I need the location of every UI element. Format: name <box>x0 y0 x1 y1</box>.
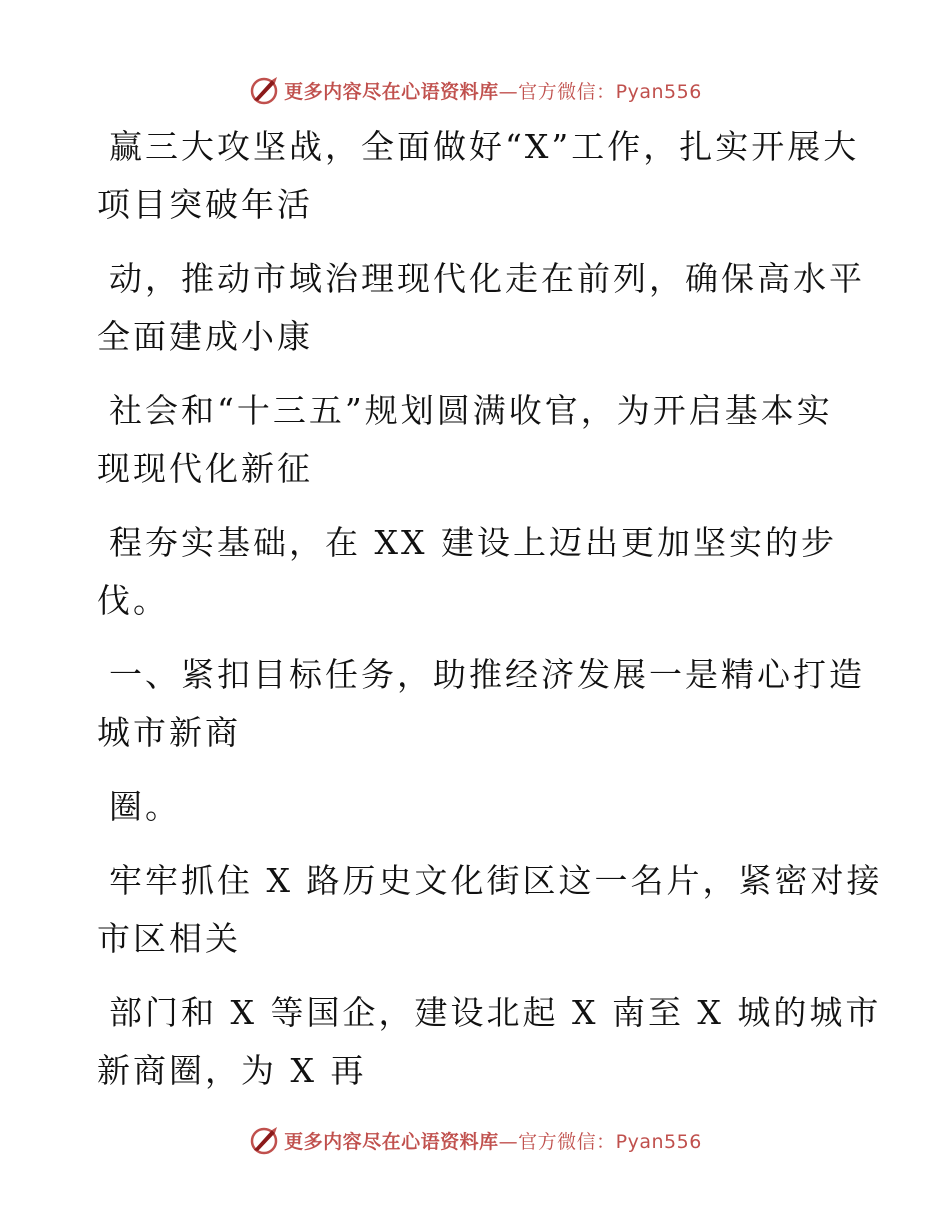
paragraph-7 <box>97 852 883 968</box>
text-line: 圈。 <box>109 787 181 826</box>
text-line: 社会和“十三五”规划圆满收官，为开启基本实 <box>109 391 833 430</box>
watermark-brand: 更多内容尽在心语资料库 <box>284 80 499 103</box>
watermark-separator: — <box>498 1130 519 1153</box>
text-line: 市区相关 <box>97 919 241 958</box>
watermark-group <box>248 1124 702 1156</box>
paragraph-4 <box>97 514 857 630</box>
paragraph-5 <box>97 646 865 762</box>
text-line: 牢牢抓住 X 路历史文化街区这一名片，紧密对接 <box>109 861 883 900</box>
quill-logo-icon <box>248 1124 280 1156</box>
watermark-text <box>284 77 702 104</box>
watermark-contact: 官方微信：Pyan556 <box>518 80 702 103</box>
text-line: 现现代化新征 <box>97 449 313 488</box>
quill-logo-icon <box>248 74 280 106</box>
watermark-group <box>248 74 702 106</box>
paragraph-1 <box>97 118 860 234</box>
watermark-brand: 更多内容尽在心语资料库 <box>284 1130 499 1153</box>
text-line: 动，推动市域治理现代化走在前列，确保高水平 <box>109 259 865 298</box>
watermark-separator: — <box>498 80 519 103</box>
text-line: 伐。 <box>97 581 169 620</box>
paragraph-8 <box>97 984 882 1100</box>
paragraph-2 <box>97 250 865 366</box>
text-line: 新商圈，为 X 再 <box>97 1051 367 1090</box>
watermark-text <box>284 1127 702 1154</box>
text-line: 程夯实基础，在 XX 建设上迈出更加坚实的步 <box>109 523 837 562</box>
text-line: 全面建成小康 <box>97 317 313 356</box>
header-watermark <box>0 70 950 110</box>
watermark-contact: 官方微信：Pyan556 <box>518 1130 702 1153</box>
text-line: 城市新商 <box>97 713 241 752</box>
text-line: 赢三大攻坚战，全面做好“X”工作，扎实开展大 <box>109 127 860 166</box>
document-body <box>97 118 883 1100</box>
text-line: 部门和 X 等国企，建设北起 X 南至 X 城的城市 <box>109 993 882 1032</box>
footer-watermark <box>0 1120 950 1160</box>
paragraph-3 <box>97 382 857 498</box>
text-line: 项目突破年活 <box>97 185 313 224</box>
text-line: 一、紧扣目标任务，助推经济发展一是精心打造 <box>109 655 865 694</box>
paragraph-6 <box>97 778 857 836</box>
